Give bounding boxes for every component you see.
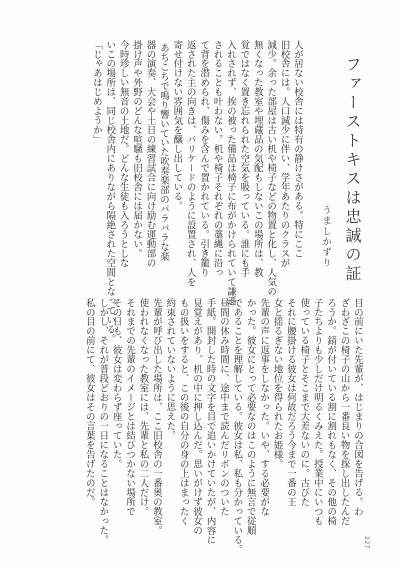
page-number: 227 [363,536,370,549]
story-title: ファーストキスは忠誠の証 [343,56,362,284]
author-name: うましかずり [320,205,331,268]
body-text-upper: 人が居ない校舎には特有の静けさがある。特にここ 旧校舎には。人口減少に伴い、学年あたりのクラスが 減少。余った部屋は古い机や椅子などの物置と化し、人気の 無くなった教室や埋蔵品の気配もしないこの場所は、教 覚ではなく置き忘れられた空気を吸っている。誰にも手 入れされず、挨の被った備品は椅子に布がかけられていて謙遜 されることも叶わない。机や椅子それぞれの藁縄に沿っ て背を潜められ、傷みを含んで置かれている。引き籠り 返された主の向きは、バリケードのように設置され、人を 寄せ付けない雰囲気を醸し出している。 あちこちで鳴り響いていた吹奏楽部のバラバラな楽 器の演奏、大会や土日の練習試合に向け励む運動部の 掛け声や外野のどんな喧騒も旧校舎には届かない。 今時珍しい無音の土地だ。どんな生徒も入ろうとしな いこの場所は、同じ校舎内にありながら隔絶された空間となっている。 「じゃあはじめようか」 [90,40,303,344]
body-text-lower: 目の前にいた先輩が、はじまりの合図を告げる。わ ざわざこの椅子の山から一番良い物を探し出したんだ ろうか。錆が付いている割に割れもなく、その他の椅 子たちよりも少しだけ明るくみえた。授業中にいつも 使っている椅子とそこまで大差ないのに。古びた それに腰掛ける彼女は何故だろう今まで一番の王 女と揺るぎない地位を得られたお姫様。 先輩の声に返事をしなかった。いや、する必要がな かった。彼女にとって必要なのはこのように無言で従順 であることを理解している。彼女は私、私も分かっている。 昼間の休み時間に、途中まで読んだリボンのついた 手紙。開封した時の文字を目で追いかけていたが、内容に 見覚えがあり、机の中に押し込んだ。思いがけず彼女の もの扱いをすると、この後の自分の身の上はまったく 約束されていないように思えた。 先輩が呼び出した場所は、ここ旧校舎の一番奥の教室。 使われなくなった教室には、先輩と私の二人だけ。 それまでの先輩のイメージとは結びつかない場所で その日も、彼女は変わらず座っていた。 しかし、それが普段どおりの一日になることはなかった。 私の目の前にて、彼女はその言葉を告げたのだ。 [83,298,363,555]
